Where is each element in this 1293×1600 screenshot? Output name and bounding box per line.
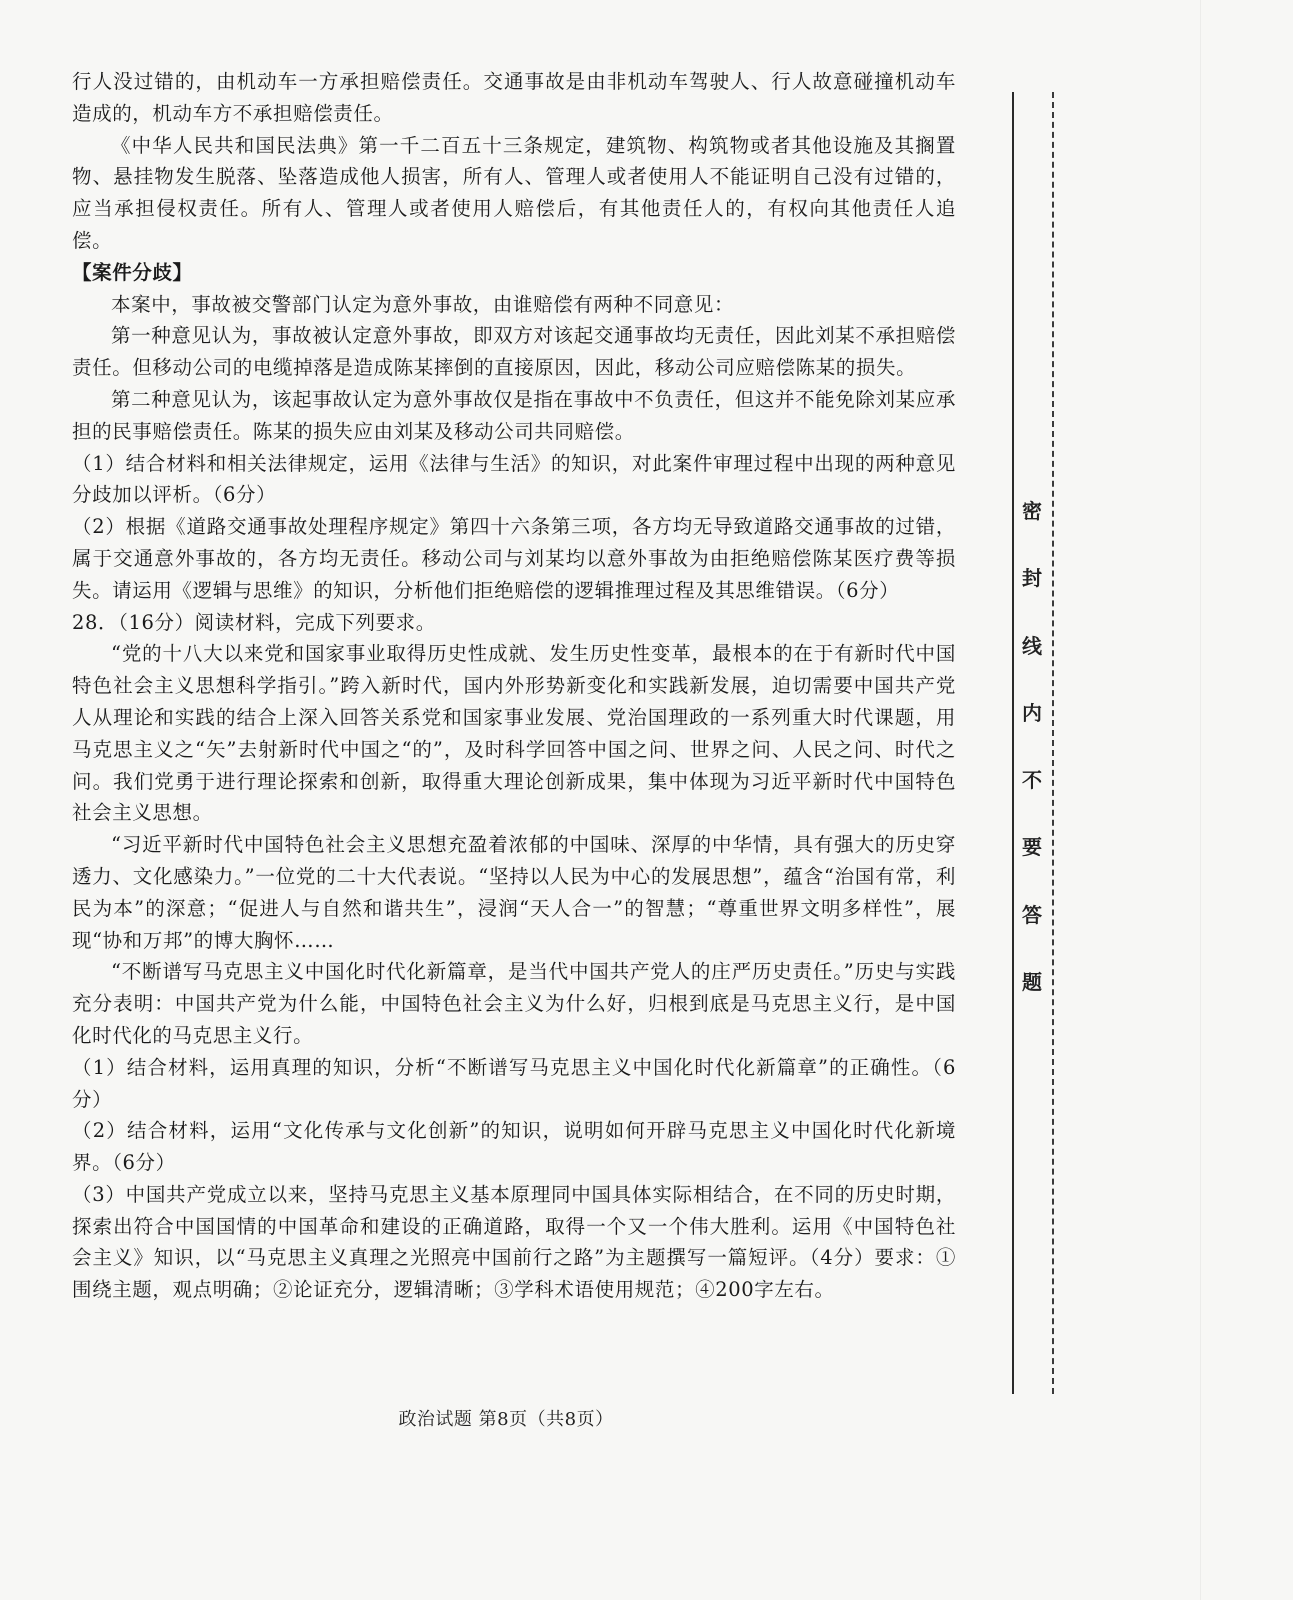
paragraph-2: 《中华人民共和国民法典》第一千二百五十三条规定，建筑物、构筑物或者其他设施及其搁置物、悬挂物发生脱落、坠落造成他人损害，所有人、管理人或者使用人不能证明自己没有过错的，应当承担侵权责任。所有人、管理人或者使用人赔偿后，有其他责任人的，有权向其他责任人追偿。 [72, 133, 956, 252]
document-body [72, 66, 956, 1306]
paragraph-3: 本案中，事故被交警部门认定为意外事故，由谁赔偿有两种不同意见： [111, 292, 735, 316]
question-28-header: 28．（16分）阅读材料，完成下列要求。 [72, 610, 436, 634]
question-28-3: （3）中国共产党成立以来，坚持马克思主义基本原理同中国具体实际相结合，在不同的历史时期，探索出符合中国国情的中国革命和建设的正确道路，取得一个又一个伟大胜利。运用《中国特色社会主义》知识，以“马克思主义真理之光照亮中国前行之路”为主题撰写一篇短评。（4分）要求：①围绕主题，观点明确；②论证充分，逻辑清晰；③学科术语使用规范；④200字左右。 [72, 1182, 956, 1302]
section-heading-case-dispute: 【案件分歧】 [72, 260, 193, 284]
seal-line-label [1017, 495, 1047, 995]
question-28-2: （2）结合材料，运用“文化传承与文化创新”的知识，说明如何开辟马克思主义中国化时代化新境界。（6分） [72, 1119, 956, 1175]
question-27-1: （1）结合材料和相关法律规定，运用《法律与生活》的知识，对此案件审理过程中出现的两种意见分歧加以评析。（6分） [72, 451, 956, 507]
seal-char: 线 [1022, 633, 1042, 658]
seal-line-dashed [1052, 92, 1054, 1394]
material-paragraph-3: “不断谱写马克思主义中国化时代化新篇章，是当代中国共产党人的庄严历史责任。”历史与实践充分表明：中国共产党为什么能，中国特色社会主义为什么好，归根到底是马克思主义行，是中国化时代化的马克思主义行。 [72, 960, 956, 1047]
material-paragraph-1: “党的十八大以来党和国家事业取得历史性成就、发生历史性变革，最根本的在于有新时代中国特色社会主义思想科学指引。”跨入新时代，国内外形势新变化和实践新发展，迫切需要中国共产党人从理论和实践的结合上深入回答关系党和国家事业发展、党治国理政的一系列重大时代课题，用马克思主义之“矢”去射新时代中国之“的”，及时科学回答中国之问、世界之问、人民之问、时代之问。我们党勇于进行理论探索和创新，取得重大理论创新成果，集中体现为习近平新时代中国特色社会主义思想。 [72, 642, 956, 825]
question-27-2: （2）根据《道路交通事故处理程序规定》第四十六条第三项，各方均无导致道路交通事故的过错，属于交通意外事故的，各方均无责任。移动公司与刘某均以意外事故为由拒绝赔偿陈某医疗费等损失。请运用《逻辑与思维》的知识，分析他们拒绝赔偿的逻辑推理过程及其思维错误。（6分） [72, 515, 956, 602]
seal-char: 封 [1022, 566, 1042, 591]
seal-char: 答 [1022, 902, 1042, 927]
page-footer: 政治试题 第8页（共8页） [398, 1409, 614, 1430]
seal-char: 密 [1022, 499, 1042, 523]
paragraph-opinion-2: 第二种意见认为，该起事故认定为意外事故仅是指在事故中不负责任，但这并不能免除刘某应承担的民事赔偿责任。陈某的损失应由刘某及移动公司共同赔偿。 [72, 387, 956, 443]
seal-char: 题 [1022, 969, 1042, 994]
material-paragraph-2: “习近平新时代中国特色社会主义思想充盈着浓郁的中国味、深厚的中华情，具有强大的历史穿透力、文化感染力。”一位党的二十大代表说。“坚持以人民为中心的发展思想”，蕴含“治国有常，利民为本”的深意；“促进人与自然和谐共生”，浸润“天人合一”的智慧；“尊重世界文明多样性”，展现“协和万邦”的博大胸怀…… [72, 833, 956, 952]
question-28-1: （1）结合材料，运用真理的知识，分析“不断谱写马克思主义中国化时代化新篇章”的正确性。（6分） [72, 1055, 956, 1111]
seal-char: 要 [1022, 835, 1042, 860]
seal-char: 不 [1022, 768, 1042, 793]
scan-edge [1200, 0, 1201, 1600]
paragraph-opinion-1: 第一种意见认为，事故被认定意外事故，即双方对该起交通事故均无责任，因此刘某不承担赔偿责任。但移动公司的电缆掉落是造成陈某摔倒的直接原因，因此，移动公司应赔偿陈某的损失。 [72, 324, 956, 380]
seal-char: 内 [1022, 700, 1042, 725]
seal-line-solid [1012, 92, 1014, 1394]
paragraph-1: 行人没过错的，由机动车一方承担赔偿责任。交通事故是由非机动车驾驶人、行人故意碰撞机动车造成的，机动车方不承担赔偿责任。 [72, 70, 956, 125]
